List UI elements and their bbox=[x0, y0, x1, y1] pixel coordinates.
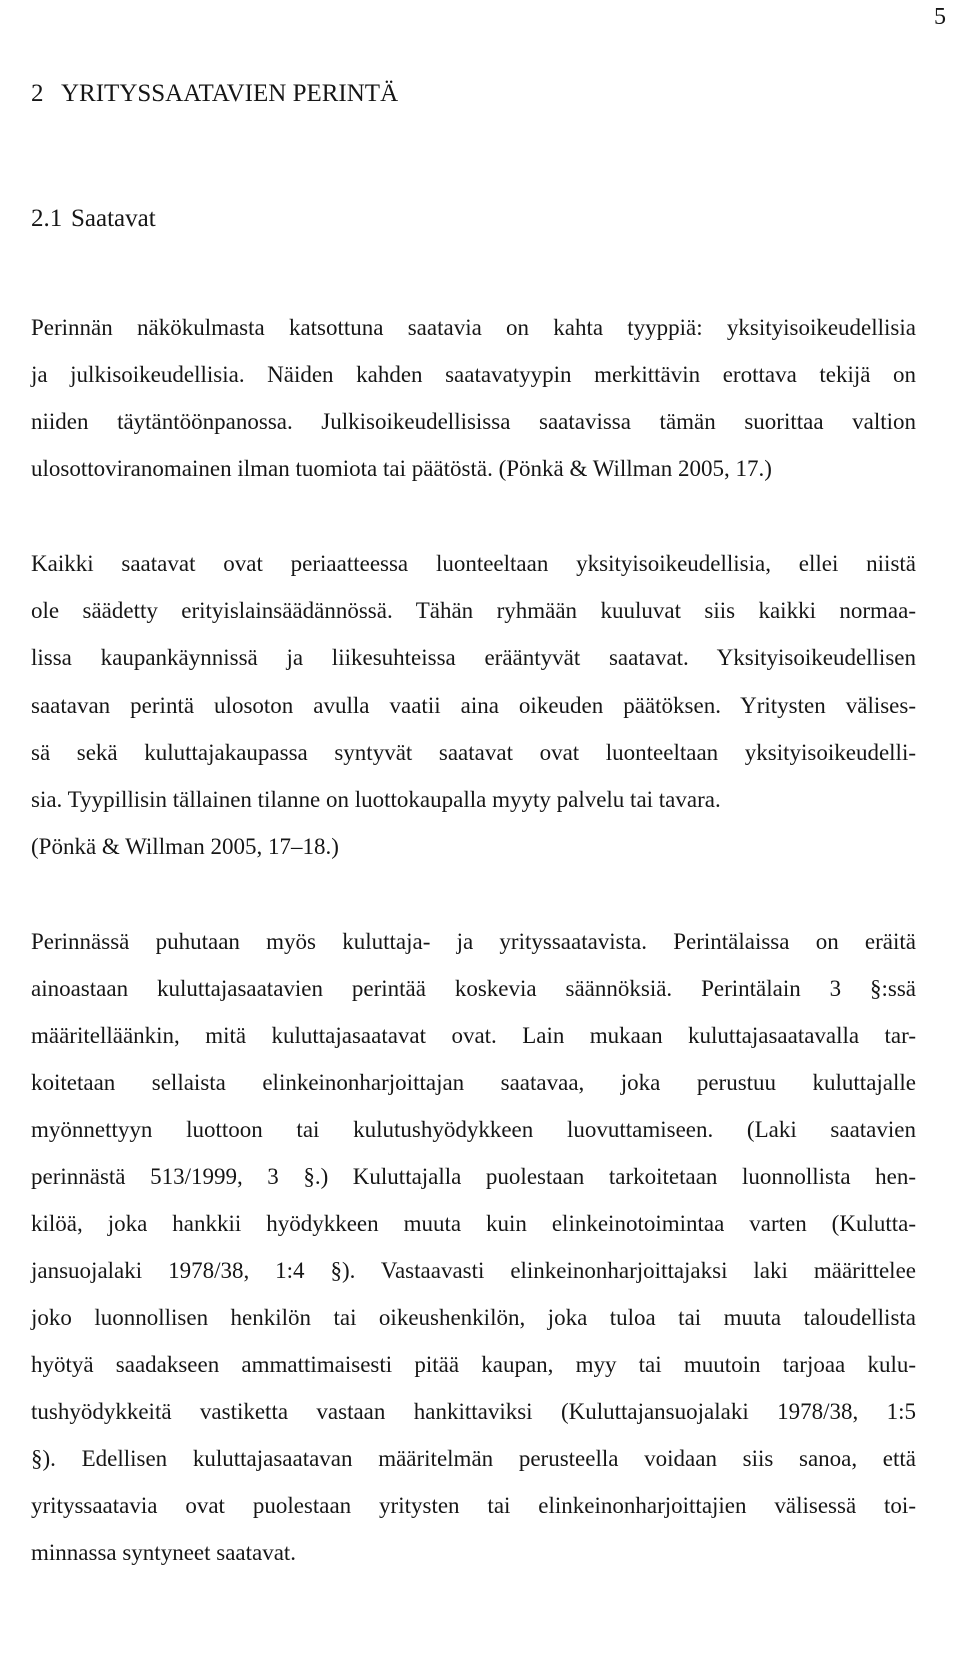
text-line: Kaikki saatavat ovat periaatteessa luonteeltaan yksityisoikeudellisia, ellei niistä bbox=[31, 551, 916, 576]
text-line: jansuojalaki 1978/38, 1:4 §). Vastaavasti elinkeinonharjoittajaksi laki määrittelee bbox=[31, 1258, 916, 1283]
text-line: ainoastaan kuluttajasaatavien perintää koskevia säännöksiä. Perintälain 3 §:ssä bbox=[31, 976, 916, 1001]
text-line: (Pönkä & Willman 2005, 17–18.) bbox=[31, 834, 339, 859]
page-number: 5 bbox=[934, 4, 946, 30]
text-line: myönnettyyn luottoon tai kulutushyödykkeen luovuttamiseen. (Laki saatavien bbox=[31, 1117, 916, 1142]
text-line: yrityssaatavia ovat puolestaan yritysten tai elinkeinonharjoittajien välisessä toi- bbox=[31, 1493, 916, 1518]
text-line: sä sekä kuluttajakaupassa syntyvät saatavat ovat luonteeltaan yksityisoikeudelli- bbox=[31, 740, 916, 765]
text-line: koitetaan sellaista elinkeinonharjoittajan saatavaa, joka perustuu kuluttajalle bbox=[31, 1070, 916, 1095]
section-number: 2.1 bbox=[31, 205, 63, 232]
text-line: tushyödykkeitä vastiketta vastaan hankittaviksi (Kuluttajansuojalaki 1978/38, 1:5 bbox=[31, 1399, 916, 1424]
chapter-title: YRITYSSAATAVIEN PERINTÄ bbox=[61, 80, 399, 107]
text-line: määritelläänkin, mitä kuluttajasaatavat ovat. Lain mukaan kuluttajasaatavalla tar- bbox=[31, 1023, 916, 1048]
text-line: §). Edellisen kuluttajasaatavan määritelmän perusteella voidaan siis sanoa, että bbox=[31, 1446, 916, 1471]
chapter-number: 2 bbox=[31, 80, 44, 107]
section-title: Saatavat bbox=[71, 205, 156, 232]
text-line: ulosottoviranomainen ilman tuomiota tai päätöstä. (Pönkä & Willman 2005, 17.) bbox=[31, 456, 772, 481]
text-line: hyötyä saadakseen ammattimaisesti pitää kaupan, myy tai muutoin tarjoaa kulu- bbox=[31, 1352, 916, 1377]
text-line: ja julkisoikeudellisia. Näiden kahden saatavatyypin merkittävin erottava tekijä on bbox=[31, 362, 916, 387]
text-line: perinnästä 513/1999, 3 §.) Kuluttajalla puolestaan tarkoitetaan luonnollista hen- bbox=[31, 1164, 916, 1189]
text-line: niiden täytäntöönpanossa. Julkisoikeudellisissa saatavissa tämän suorittaa valtion bbox=[31, 409, 916, 434]
text-line: sia. Tyypillisin tällainen tilanne on luottokaupalla myyty palvelu tai tavara. bbox=[31, 787, 721, 812]
text-line: kilöä, joka hankkii hyödykkeen muuta kuin elinkeinotoimintaa varten (Kulutta- bbox=[31, 1211, 916, 1236]
text-line: ole säädetty erityislainsäädännössä. Tähän ryhmään kuuluvat siis kaikki normaa- bbox=[31, 598, 916, 623]
text-line: saatavan perintä ulosoton avulla vaatii aina oikeuden päätöksen. Yritysten välises- bbox=[31, 693, 916, 718]
text-line: joko luonnollisen henkilön tai oikeushenkilön, joka tuloa tai muuta taloudellista bbox=[31, 1305, 916, 1330]
text-line: lissa kaupankäynnissä ja liikesuhteissa erääntyvät saatavat. Yksityisoikeudellisen bbox=[31, 645, 916, 670]
text-line: Perinnässä puhutaan myös kuluttaja- ja yrityssaatavista. Perintälaissa on eräitä bbox=[31, 929, 916, 954]
text-line: Perinnän näkökulmasta katsottuna saatavia on kahta tyyppiä: yksityisoikeudellisia bbox=[31, 315, 916, 340]
text-line: minnassa syntyneet saatavat. bbox=[31, 1540, 297, 1565]
chapter-heading bbox=[31, 80, 398, 108]
section-heading bbox=[31, 205, 156, 233]
